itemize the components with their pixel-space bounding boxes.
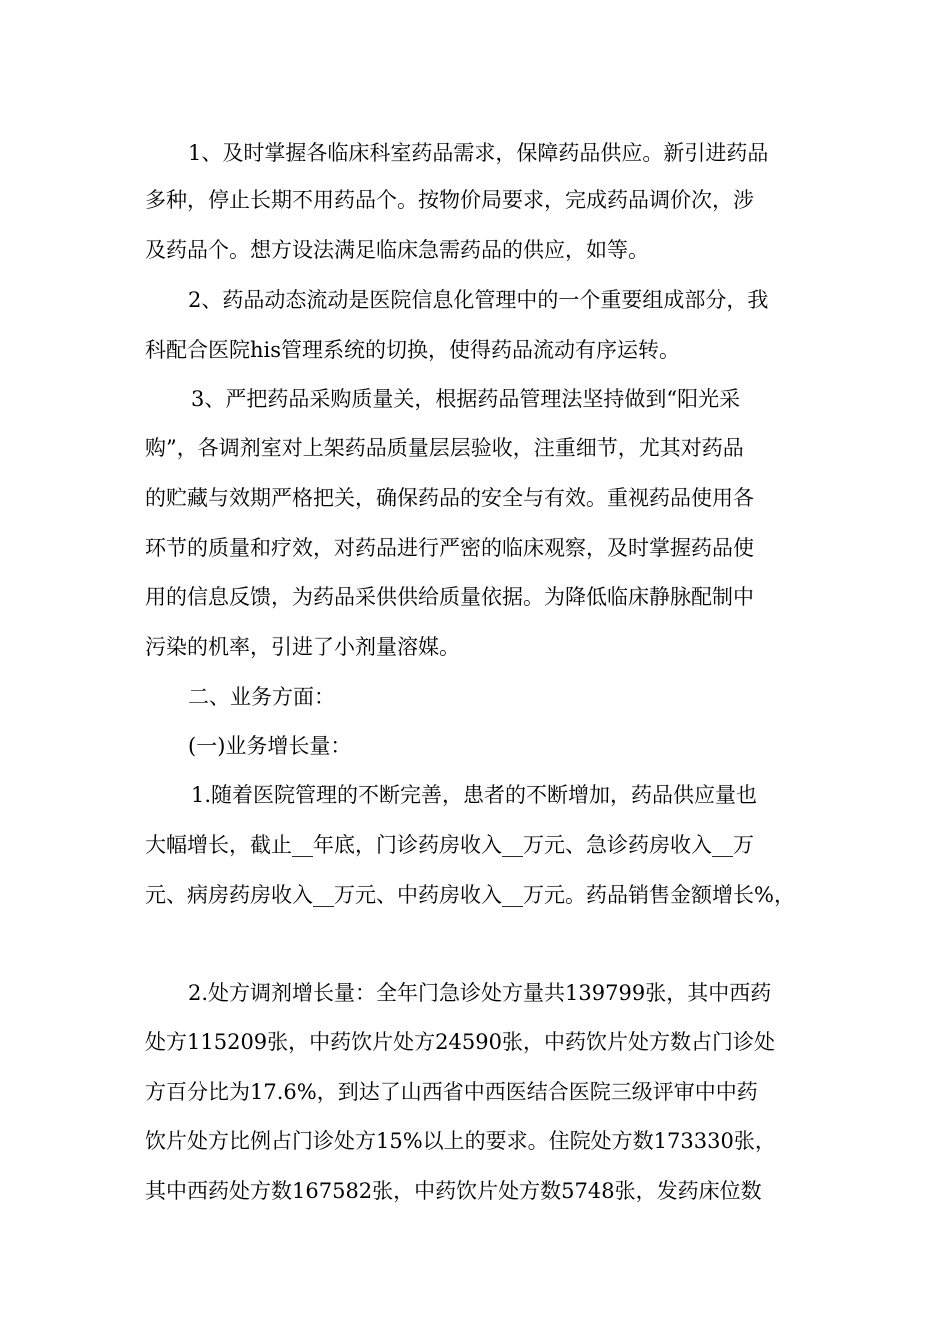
paragraph-3-line-2: 购”，各调剂室对上架药品质量层层验收，注重细节，尤其对药品 <box>145 436 744 460</box>
paragraph-5-line-3: 方百分比为17.6%，到达了山西省中西医结合医院三级评审中中药 <box>145 1080 758 1104</box>
paragraph-5-line-1: 2.处方调剂增长量：全年门急诊处方量共139799张，其中西药 <box>188 981 772 1005</box>
paragraph-4-line-2: 大幅增长，截止__年底，门诊药房收入__万元、急诊药房收入__万 <box>145 833 754 857</box>
paragraph-2-line-2: 科配合医院his管理系统的切换，使得药品流动有序运转。 <box>145 338 681 362</box>
paragraph-1-line-3: 及药品个。想方设法满足临床急需药品的供应，如等。 <box>145 238 649 262</box>
paragraph-3-line-6: 污染的机率，引进了小剂量溶媒。 <box>145 635 460 659</box>
paragraph-4-line-3: 元、病房药房收入__万元、中药房收入__万元。药品销售金额增长%， <box>145 883 795 907</box>
paragraph-5-line-4: 饮片处方比例占门诊处方15%以上的要求。住院处方数173330张， <box>145 1129 776 1153</box>
paragraph-3-line-4: 环节的质量和疗效，对药品进行严密的临床观察，及时掌握药品使 <box>145 536 754 560</box>
paragraph-3-line-3: 的贮藏与效期严格把关，确保药品的安全与有效。重视药品使用各 <box>145 486 754 510</box>
paragraph-1-line-2: 多种，停止长期不用药品个。按物价局要求，完成药品调价次，涉 <box>145 188 754 212</box>
paragraph-5-line-2: 处方115209张，中药饮片处方24590张，中药饮片处方数占门诊处 <box>145 1030 775 1054</box>
subsection-heading-growth: (一)业务增长量： <box>188 734 352 758</box>
paragraph-3-line-5: 用的信息反馈，为药品采供供给质量依据。为降低临床静脉配制中 <box>145 585 754 609</box>
paragraph-2-line-1: 2、药品动态流动是医院信息化管理中的一个重要组成部分，我 <box>188 288 769 312</box>
paragraph-3-line-1: 3、严把药品采购质量关，根据药品管理法坚持做到“阳光采 <box>191 387 741 411</box>
paragraph-5-line-5: 其中西药处方数167582张，中药饮片处方数5748张，发药床位数 <box>145 1179 762 1203</box>
paragraph-4-line-1: 1.随着医院管理的不断完善，患者的不断增加，药品供应量也 <box>191 783 758 807</box>
section-heading-business: 二、业务方面： <box>188 685 335 709</box>
paragraph-1-line-1: 1、及时掌握各临床科室药品需求，保障药品供应。新引进药品 <box>188 141 769 165</box>
